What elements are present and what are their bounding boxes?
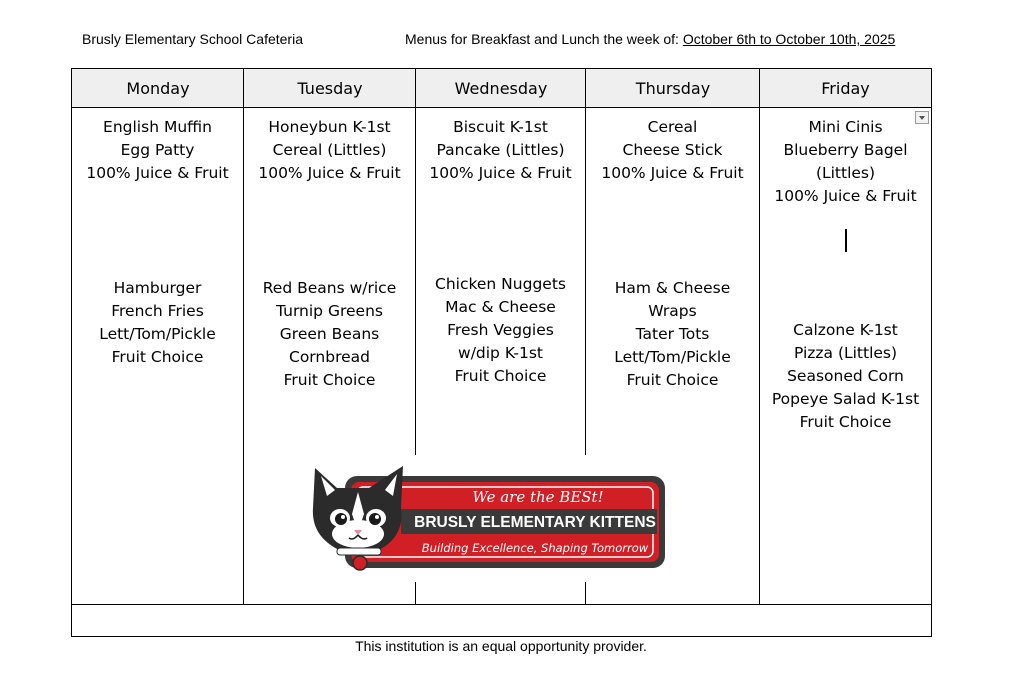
menu-item: Cereal <box>647 118 698 136</box>
menu-item: French Fries <box>111 302 204 320</box>
lunch-monday <box>72 277 243 369</box>
menu-item: Pizza (Littles) <box>793 344 898 362</box>
breakfast-wednesday <box>416 116 585 185</box>
menu-item: Hamburger <box>113 279 202 297</box>
footer-notice: This institution is an equal opportunity provider. <box>355 638 647 654</box>
menu-item: Tater Tots <box>635 325 710 343</box>
breakfast-monday <box>72 116 243 185</box>
menu-item: Red Beans w/rice <box>262 279 397 297</box>
menu-item: 100% Juice & Fruit <box>258 164 401 182</box>
day-header-row <box>72 69 931 108</box>
day-header-wednesday: Wednesday <box>454 79 548 98</box>
menu-item: Fresh Veggies <box>447 321 554 339</box>
menu-item: Mini Cinis <box>808 118 883 136</box>
menu-item: Fruit Choice <box>626 371 719 389</box>
banner-school-name: BRUSLY ELEMENTARY KITTENS <box>414 514 656 531</box>
menu-item: Cheese Stick <box>622 141 723 159</box>
menu-item: (Littles) <box>815 164 876 182</box>
bottom-row-divider <box>72 604 931 605</box>
menu-item: Calzone K-1st <box>793 321 898 339</box>
menu-item: w/dip K-1st <box>458 344 543 362</box>
menu-item: 100% Juice & Fruit <box>774 187 917 205</box>
menu-item: Green Beans <box>279 325 380 343</box>
text-cursor <box>845 229 847 252</box>
cell-dropdown-toggle[interactable] <box>915 111 929 124</box>
menu-item: Lett/Tom/Pickle <box>614 348 731 366</box>
menu-item: Biscuit K-1st <box>453 118 548 136</box>
menu-item: Wraps <box>648 302 697 320</box>
menu-item: 100% Juice & Fruit <box>86 164 229 182</box>
menu-item: Fruit Choice <box>283 371 376 389</box>
menu-item: Cereal (Littles) <box>272 141 387 159</box>
col-divider <box>585 582 586 605</box>
lunch-friday <box>760 319 931 434</box>
menu-item: Seasoned Corn <box>787 367 904 385</box>
menu-item: Mac & Cheese <box>445 298 556 316</box>
school-title: Brusly Elementary School Cafeteria <box>82 31 303 47</box>
breakfast-tuesday <box>244 116 415 185</box>
week-heading <box>405 31 895 47</box>
menu-item: Chicken Nuggets <box>435 275 566 293</box>
breakfast-friday <box>760 116 931 208</box>
menu-item: Honeybun K-1st <box>268 118 391 136</box>
menu-item: Egg Patty <box>120 141 195 159</box>
menu-item: English Muffin <box>103 118 212 136</box>
menu-item: Pancake (Littles) <box>436 141 565 159</box>
menu-item: 100% Juice & Fruit <box>601 164 744 182</box>
menu-item: Blueberry Bagel <box>783 141 908 159</box>
week-dates: October 6th to October 10th, 2025 <box>682 31 896 47</box>
lunch-wednesday <box>416 273 585 388</box>
menu-item: Fruit Choice <box>799 413 892 431</box>
menu-item: Fruit Choice <box>454 367 547 385</box>
breakfast-thursday <box>586 116 759 185</box>
menu-item: Turnip Greens <box>276 302 383 320</box>
banner-motto: Building Excellence, Shaping Tomorrow <box>421 541 649 555</box>
day-header-tuesday: Tuesday <box>297 79 363 98</box>
menu-item: Fruit Choice <box>111 348 204 366</box>
menu-item: 100% Juice & Fruit <box>429 164 572 182</box>
menu-item: Lett/Tom/Pickle <box>99 325 216 343</box>
day-header-monday: Monday <box>126 79 190 98</box>
day-header-friday: Friday <box>821 79 870 98</box>
menu-item: Ham & Cheese <box>614 279 731 297</box>
lunch-tuesday <box>244 277 415 392</box>
kittens-banner <box>305 462 670 574</box>
menus-prefix: Menus for Breakfast and Lunch the week of: <box>405 31 683 47</box>
col-divider <box>415 582 416 605</box>
day-header-thursday: Thursday <box>635 79 711 98</box>
banner-tagline: We are the BESt! <box>472 488 604 506</box>
menu-item: Cornbread <box>289 348 370 366</box>
lunch-thursday <box>586 277 759 392</box>
menu-item: Popeye Salad K-1st <box>771 390 920 408</box>
